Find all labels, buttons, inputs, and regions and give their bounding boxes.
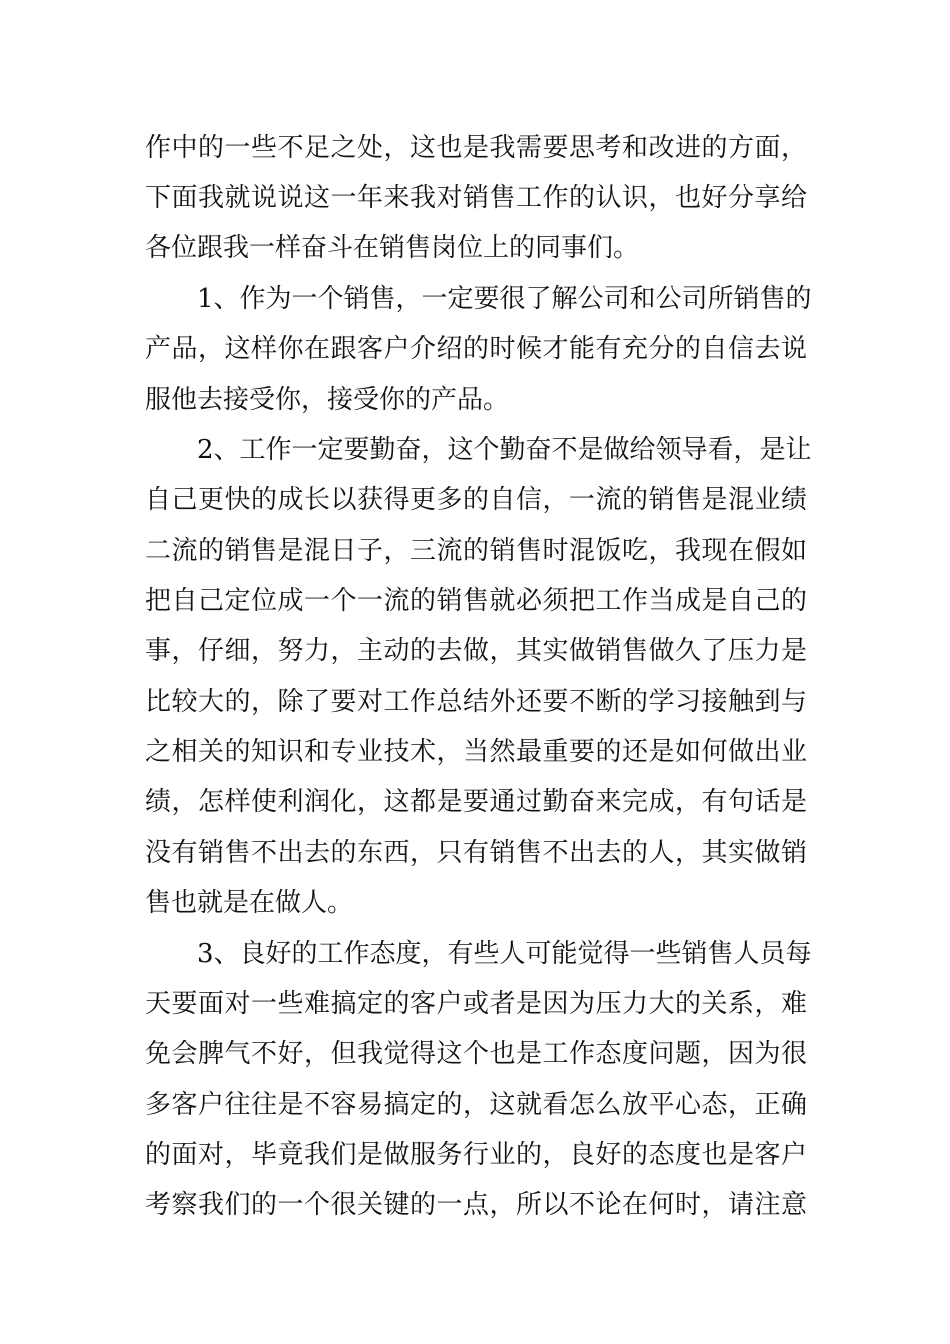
text-line-20: 多客户往往是不容易搞定的，这就看怎么放平心态，正确 [145,1090,807,1120]
text-line-6: 服他去接受你，接受你的产品。 [145,385,510,415]
text-line-21: 的面对，毕竟我们是做服务行业的，良好的态度也是客户 [145,1140,807,1170]
text-line-19: 免会脾气不好，但我觉得这个也是工作态度问题，因为很 [145,1039,807,1069]
text-line-12: 比较大的，除了要对工作总结外还要不断的学习接触到与 [145,687,807,717]
text-line-11: 事，仔细，努力，主动的去做，其实做销售做久了压力是 [145,636,807,666]
text-line-4: 1、作为一个销售，一定要很了解公司和公司所销售的 [197,284,812,314]
text-line-5: 产品，这样你在跟客户介绍的时候才能有充分的自信去说 [145,334,807,364]
text-line-10: 把自己定位成一个一流的销售就必须把工作当成是自己的 [145,586,807,616]
text-line-15: 没有销售不出去的东西，只有销售不出去的人，其实做销 [145,838,807,868]
text-line-7: 2、工作一定要勤奋，这个勤奋不是做给领导看，是让 [197,435,812,465]
text-line-18: 天要面对一些难搞定的客户或者是因为压力大的关系，难 [145,989,807,1019]
text-line-8: 自己更快的成长以获得更多的自信，一流的销售是混业绩 [145,485,807,515]
text-line-16: 售也就是在做人。 [145,888,354,918]
text-line-3: 各位跟我一样奋斗在销售岗位上的同事们。 [145,233,640,263]
text-line-2: 下面我就说说这一年来我对销售工作的认识，也好分享给 [145,183,807,213]
text-line-14: 绩，怎样使利润化，这都是要通过勤奋来完成，有句话是 [145,787,807,817]
text-line-22: 考察我们的一个很关键的一点，所以不论在何时，请注意 [145,1190,807,1220]
text-line-13: 之相关的知识和专业技术，当然最重要的还是如何做出业 [145,737,807,767]
text-line-17: 3、良好的工作态度，有些人可能觉得一些销售人员每 [197,939,812,969]
text-line-9: 二流的销售是混日子，三流的销售时混饭吃，我现在假如 [145,536,807,566]
text-line-1: 作中的一些不足之处，这也是我需要思考和改进的方面， [145,133,807,163]
